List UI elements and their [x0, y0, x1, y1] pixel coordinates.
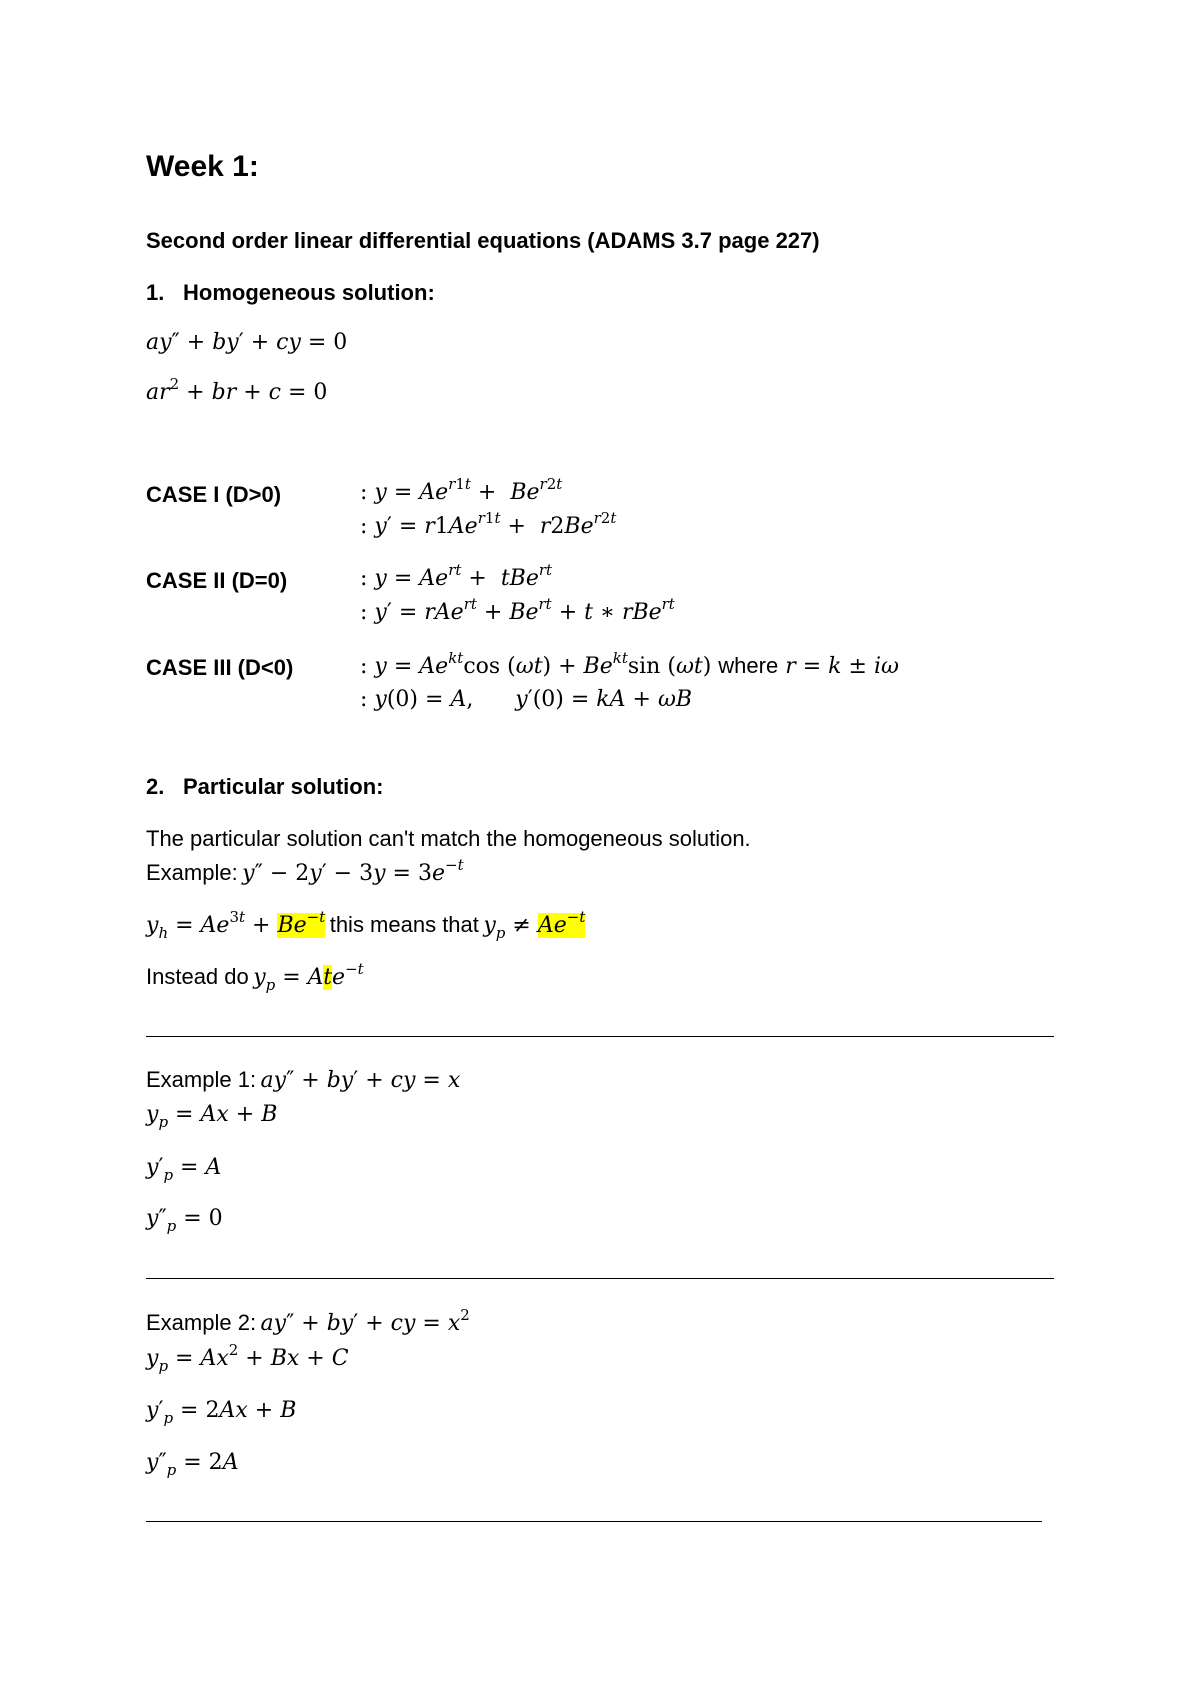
characteristic-equation: $ar^2$ + br + c = 0 — [146, 375, 328, 405]
divider-3 — [146, 1521, 1042, 1522]
section-1-number: 1. — [146, 280, 165, 305]
particular-note: The particular solution can't match the homogeneous solution. — [146, 826, 751, 851]
case-1-derivative: : $y' = r1Ae^{r1t} + r2Be^{r2t}$ — [360, 509, 617, 539]
case-2-label: CASE II (D=0) — [146, 568, 288, 593]
example-2-equation: Example 2: ay″ + by′ + cy = $x^2$ — [146, 1306, 470, 1336]
example-1-yp-prime: $y'_p = A$ — [146, 1155, 222, 1184]
example-2-yp-prime: $y'_p = 2Ax + B$ — [146, 1398, 297, 1427]
example-2-prefix: Example 2: — [146, 1310, 257, 1335]
homogeneous-equation: ay″ + by′ + cy = 0 — [146, 330, 348, 355]
highlight-t: t — [323, 965, 333, 990]
case-3-initial-conditions: : y(0) = A, y′(0) = kA + ωB — [360, 687, 693, 712]
section-2-number: 2. — [146, 774, 165, 799]
case-2-solution: : $y = Ae^{rt} + tBe^{rt}$ — [360, 561, 553, 591]
divider-2 — [146, 1278, 1054, 1279]
section-1-heading: Homogeneous solution: — [183, 280, 435, 305]
page-title: Week 1: — [146, 150, 259, 183]
example-2-yp: $y_p = Ax^2 + Bx + C$ — [146, 1341, 349, 1375]
example-prefix: Example: — [146, 860, 238, 885]
example-1-prefix: Example 1: — [146, 1067, 257, 1092]
example-2-yp-double-prime: $y''_p = 2A$ — [146, 1450, 239, 1479]
highlight-ae: $Ae^{-t}$ — [537, 908, 586, 938]
particular-example: Example: $y'' - 2y' - 3y = 3e^{-t}$ — [146, 856, 464, 886]
section-2-heading: Particular solution: — [183, 774, 384, 799]
homogeneous-solution-line: $y_h = Ae^{3t} + Be^{-t}$ this means that $y_p \ne Ae^{-t}$ — [146, 908, 586, 942]
section-heading: Second order linear differential equations (ADAMS 3.7 page 227) — [146, 228, 820, 253]
example-1-equation: Example 1: ay″ + by′ + cy = x — [146, 1067, 461, 1093]
example-1-yp-double-prime: $y''_p = 0$ — [146, 1206, 223, 1235]
case-3-solution: : $y = Ae^{kt}\cos$ $(\omega t) + Be^{kt}\sin$ (ωt) where r = k ± iω — [360, 649, 899, 679]
case-1-label: CASE I (D>0) — [146, 482, 282, 507]
highlight-be: $Be^{-t}$ — [277, 908, 326, 938]
instead-text: Instead do — [146, 964, 249, 989]
divider-1 — [146, 1036, 1054, 1037]
instead-line: Instead do $y_p = Ate^{-t}$ — [146, 960, 364, 994]
example-1-yp: $y_p = Ax + B$ — [146, 1102, 278, 1131]
case-1-solution: : $y = Ae^{r1t} + Be^{r2t}$ — [360, 475, 563, 505]
case-2-derivative: : $y' = rAe^{rt} + Be^{rt} + t$ ∗ rBe$^{rt}$ — [360, 595, 675, 625]
case-3-label: CASE III (D<0) — [146, 655, 294, 680]
yh-connector: this means that — [329, 912, 479, 937]
